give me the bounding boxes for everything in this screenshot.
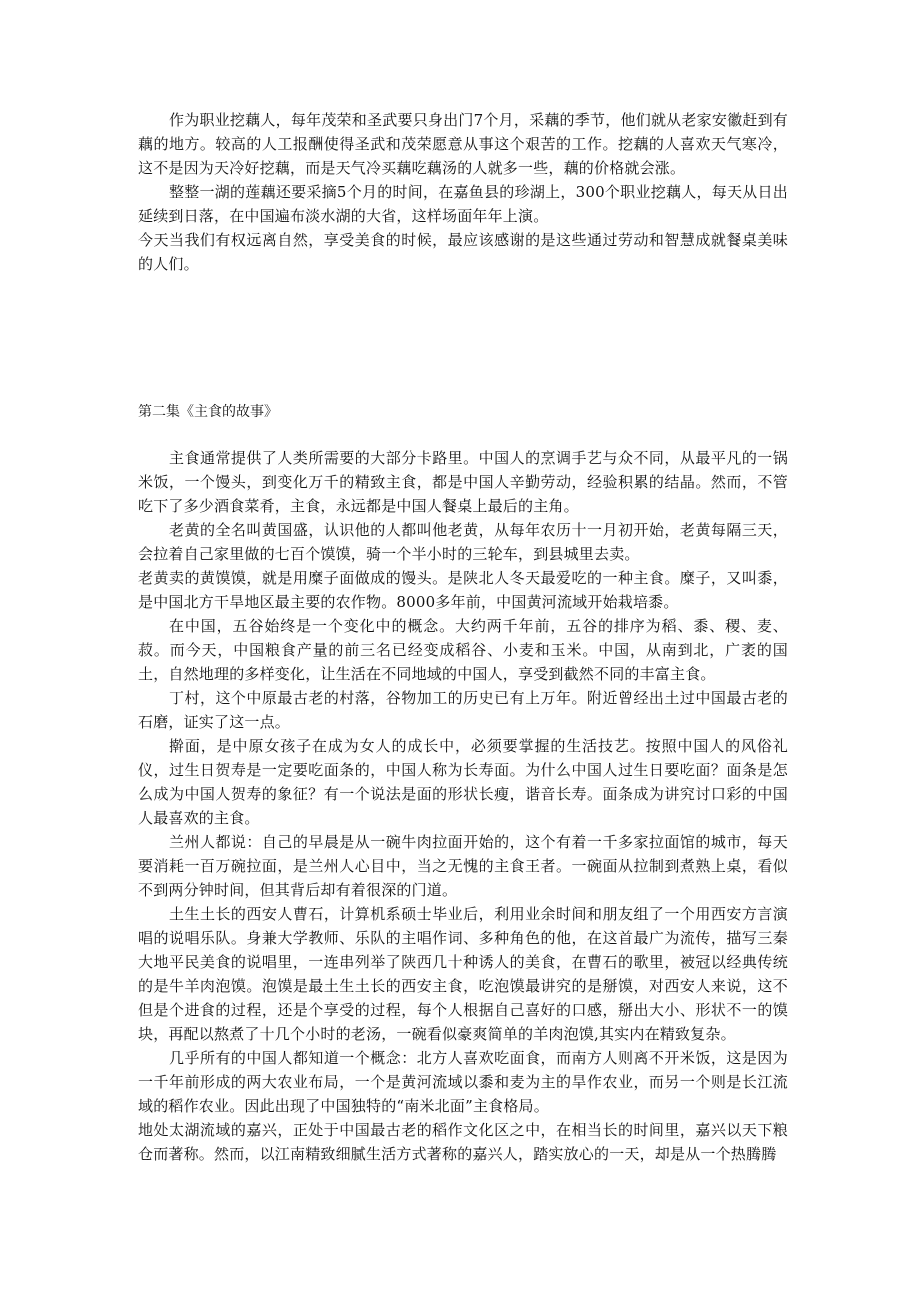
paragraph: 在中国，五谷始终是一个变化中的概念。大约两千年前，五谷的排序为稻、黍、稷、麦、菽。而今天，中国粮食产量的前三名已经变成稻谷、小麦和玉米。中国，从南到北，广袤的国土，自然地理的多样变化，让生活在不同地域的中国人，享受到截然不同的丰富主食。 bbox=[138, 617, 788, 683]
paragraph: 主食通常提供了人类所需要的大部分卡路里。中国人的烹调手艺与众不同，从最平凡的一锅米饭，一个馒头，到变化万千的精致主食，都是中国人辛勤劳动，经验积累的结晶。然而，不管吃下了多少酒食菜肴，主食，永远都是中国人餐桌上最后的主角。 bbox=[138, 449, 788, 515]
section-title: 第二集《主食的故事》 bbox=[138, 404, 278, 420]
paragraph: 兰州人都说：自己的早晨是从一碗牛肉拉面开始的，这个有着一千多家拉面馆的城市，每天要消耗一百万碗拉面，是兰州人心目中，当之无愧的主食王者。一碗面从拉制到煮熟上桌，看似不到两分钟时间，但其背后却有着很深的门道。 bbox=[138, 833, 788, 899]
paragraph: 作为职业挖藕人，每年茂荣和圣武要只身出门7个月，采藕的季节，他们就从老家安徽赶到有藕的地方。较高的人工报酬使得圣武和茂荣愿意从事这个艰苦的工作。挖藕的人喜欢天气寒冷，这不是因为天冷好挖藕，而是天气冷买藕吃藕汤的人就多一些，藕的价格就会涨。 bbox=[138, 111, 788, 177]
paragraph: 土生土长的西安人曹石，计算机系硕士毕业后，利用业余时间和朋友组了一个用西安方言演唱的说唱乐队。身兼大学教师、乐队的主唱作词、多种角色的他，在这首最广为流传，描写三秦大地平民美食的说唱里，一连串列举了陕西几十种诱人的美食，在曹石的歌里，被冠以经典传统的是牛羊肉泡馍。泡馍是最土生土长的西安主食，吃泡馍最讲究的是掰馍，对西安人来说，这不但是个进食的过程，还是个享受的过程，每个人根据自己喜好的口感，掰出大小、形状不一的馍块，再配以熬煮了十几个小时的老汤，一碗看似豪爽简单的羊肉泡馍,其实内在精致复杂。 bbox=[138, 905, 788, 1043]
paragraph: 整整一湖的莲藕还要采摘5个月的时间，在嘉鱼县的珍湖上，300个职业挖藕人，每天从日出延续到日落，在中国遍布淡水湖的大省，这样场面年年上演。 bbox=[138, 183, 788, 225]
paragraph: 今天当我们有权远离自然，享受美食的时候，最应该感谢的是这些通过劳动和智慧成就餐桌美味的人们。 bbox=[138, 231, 788, 273]
paragraph: 几乎所有的中国人都知道一个概念：北方人喜欢吃面食，而南方人则离不开米饭，这是因为一千年前形成的两大农业布局，一个是黄河流域以黍和麦为主的旱作农业，而另一个则是长江流域的稻作农业。因此出现了中国独特的“南米北面”主食格局。 bbox=[138, 1049, 788, 1115]
paragraph: 老黄卖的黄馍馍，就是用糜子面做成的馒头。是陕北人冬天最爱吃的一种主食。糜子，又叫黍，是中国北方干旱地区最主要的农作物。8000多年前，中国黄河流域开始栽培黍。 bbox=[138, 569, 788, 611]
paragraph: 地处太湖流域的嘉兴，正处于中国最古老的稻作文化区之中，在相当长的时间里，嘉兴以天下粮仓而著称。然而，以江南精致细腻生活方式著称的嘉兴人，踏实放心的一天，却是从一个热腾腾 bbox=[138, 1121, 788, 1163]
section-1-body bbox=[138, 108, 788, 276]
paragraph: 丁村，这个中原最古老的村落，谷物加工的历史已有上万年。附近曾经出土过中国最古老的石磨，证实了这一点。 bbox=[138, 689, 788, 731]
paragraph: 擀面，是中原女孩子在成为女人的成长中，必须要掌握的生活技艺。按照中国人的风俗礼仪，过生日贺寿是一定要吃面条的，中国人称为长寿面。为什么中国人过生日要吃面？面条是怎么成为中国人贺寿的象征？有一个说法是面的形状长瘦，谐音长寿。面条成为讲究讨口彩的中国人最喜欢的主食。 bbox=[138, 737, 788, 827]
section-2-body bbox=[138, 446, 788, 1166]
paragraph: 老黄的全名叫黄国盛，认识他的人都叫他老黄，从每年农历十一月初开始，老黄每隔三天，会拉着自己家里做的七百个馍馍，骑一个半小时的三轮车，到县城里去卖。 bbox=[138, 521, 788, 563]
